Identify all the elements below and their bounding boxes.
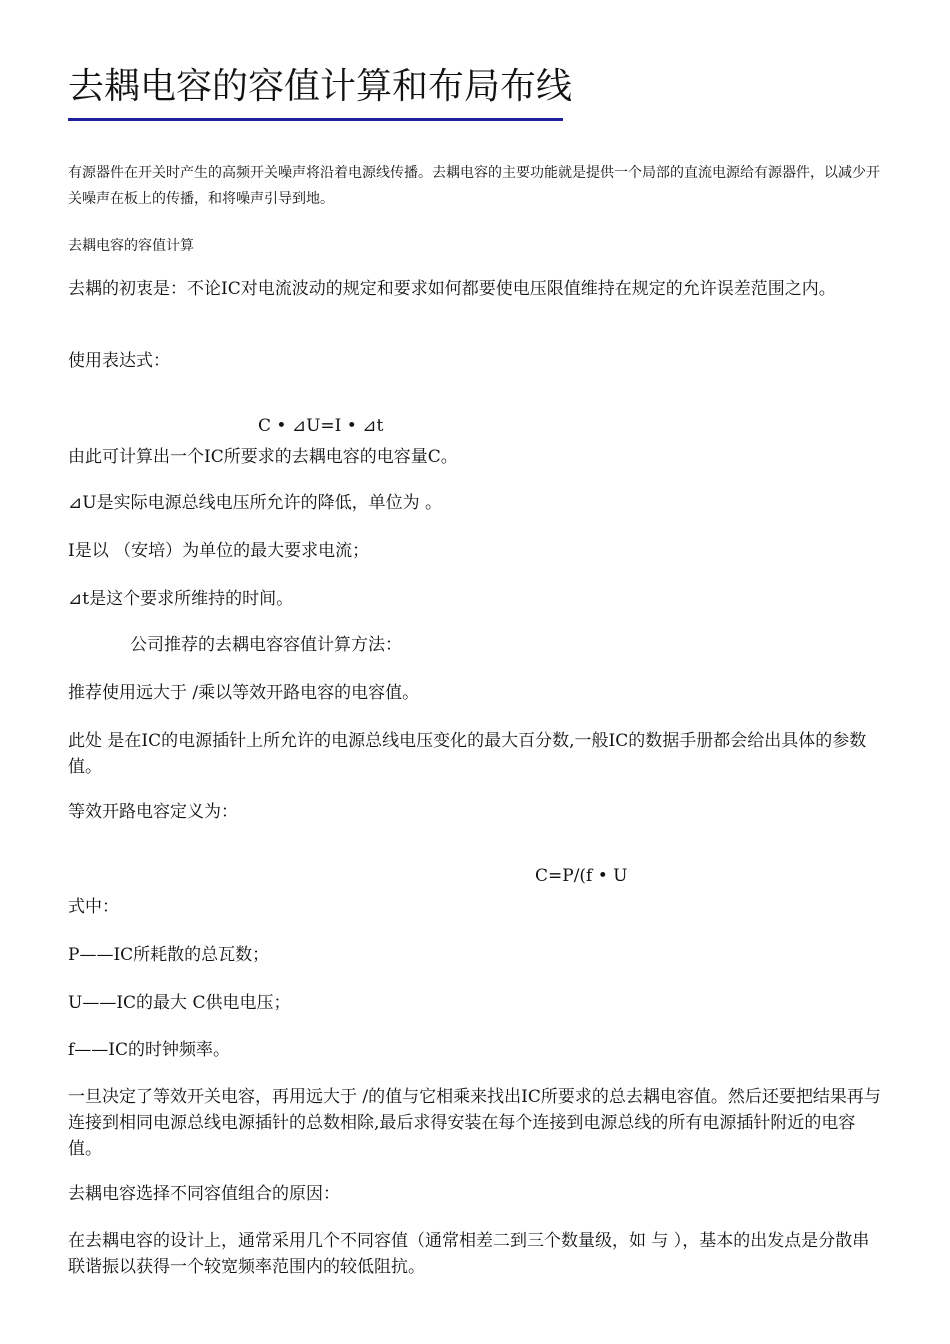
where-label: 式中： [68, 897, 119, 917]
calc-c-line: 由此可计算出一个IC所要求的去耦电容的电容量C。 [68, 447, 458, 467]
use-expression-label: 使用表达式： [68, 351, 170, 371]
title-underline [68, 118, 563, 121]
delta-u-definition: ⊿U是实际电源总线电压所允许的降低，单位为 。 [68, 493, 442, 513]
f-definition: f——IC的时钟频率。 [68, 1040, 231, 1060]
page-title: 去耦电容的容值计算和布局布线 [68, 66, 573, 107]
purpose-paragraph: 去耦的初衷是：不论IC对电流波动的规定和要求如何都要使电压限值维持在规定的允许误差范围之内。 [68, 279, 836, 299]
reason-heading: 去耦电容选择不同容值组合的原因： [68, 1184, 340, 1204]
p-definition: P——IC所耗散的总瓦数； [68, 945, 270, 965]
section-heading-calc: 去耦电容的容值计算 [68, 238, 194, 254]
formula-charge: C • ⊿U=I • ⊿t [258, 416, 384, 436]
u-definition: U——IC的最大 C供电电压； [68, 993, 291, 1013]
here-paragraph: 此处 是在IC的电源插针上所允许的电源总线电压变化的最大百分数,一般IC的数据手册都会给出具体的参数值。 [68, 731, 867, 777]
reason-paragraph: 在去耦电容的设计上，通常采用几个不同容值（通常相差二到三个数量级，如 与 ），基本的出发点是分散串联谐振以获得一个较宽频率范围内的较低阻抗。 [68, 1231, 870, 1277]
intro-paragraph: 有源器件在开关时产生的高频开关噪声将沿着电源线传播。去耦电容的主要功能就是提供一个局部的直流电源给有源器件，以减少开关噪声在板上的传播，和将噪声引导到地。 [68, 165, 880, 207]
delta-t-definition: ⊿t是这个要求所维持的时间。 [68, 589, 294, 609]
current-definition: I是以 （安培）为单位的最大要求电流； [68, 541, 370, 561]
formula-equivalent-capacitance: C=P/(f • U [535, 866, 628, 886]
recommend-line: 推荐使用远大于 /乘以等效开路电容的电容值。 [68, 683, 420, 703]
procedure-paragraph: 一旦决定了等效开关电容，再用远大于 /的值与它相乘来找出IC所要求的总去耦电容值。然后还要把结果再与连接到相同电源总线电源插针的总数相除,最后求得安装在每个连接到电源总线的所有电源插针附近的电容值。 [68, 1087, 881, 1159]
company-method-heading: 公司推荐的去耦电容容值计算方法： [130, 635, 402, 655]
equivalent-capacitance-label: 等效开路电容定义为： [68, 802, 238, 822]
